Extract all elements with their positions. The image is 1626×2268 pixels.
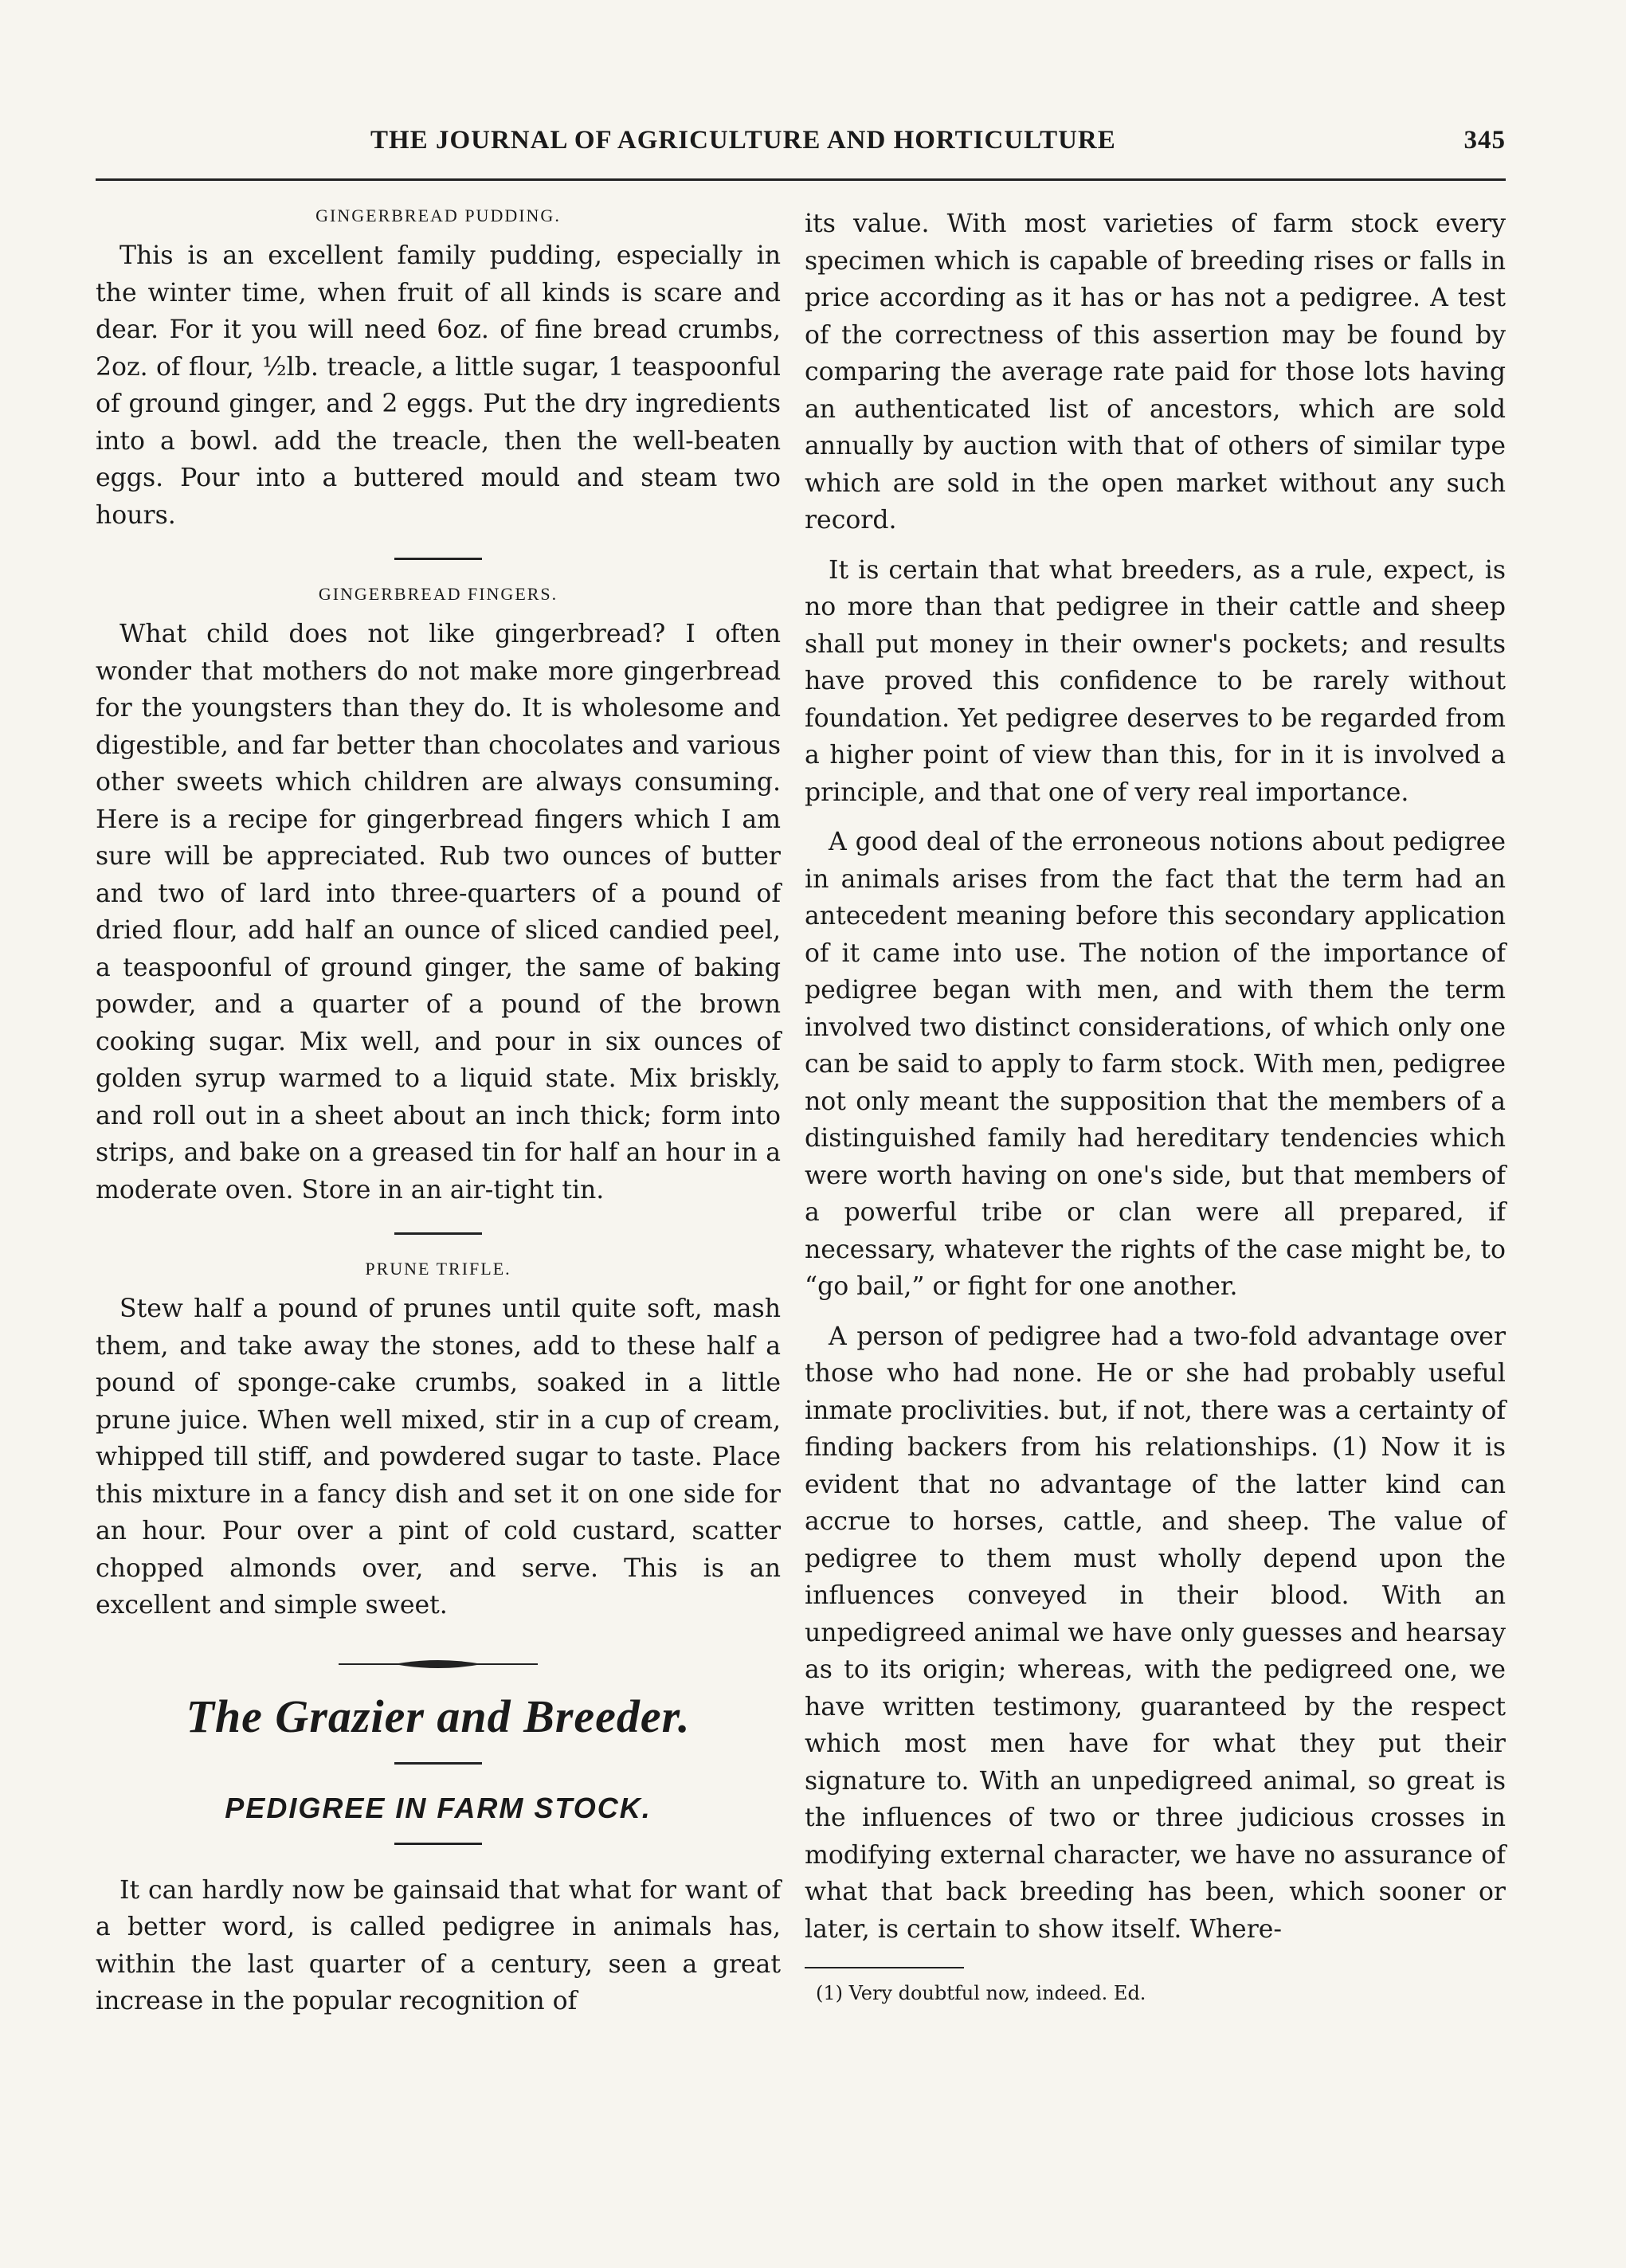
- header-rule: [96, 178, 1506, 181]
- article-paragraph: It is certain that what breeders, as a rule, expect, is no more than that pedigree in their cattle and sheep shall put money in their owner's pockets; and results have proved this confidence to be rarely without foundation. Yet pedigree deserves to be regarded from a higher point of view than this, for in it is involved a principle, and that one of very real importance.: [805, 555, 1506, 807]
- journal-title: THE JOURNAL OF AGRICULTURE AND HORTICULTURE: [370, 126, 1116, 155]
- section-divider: [394, 1843, 482, 1845]
- ornamental-rule-icon: [339, 1658, 538, 1671]
- footnote: (1) Very doubtful now, indeed. Ed.: [816, 1982, 1146, 2004]
- article-paragraph: A person of pedigree had a two-fold advantage over those who had none. He or she had probably useful inmate proclivities. but, if not, there was a certainty of finding backers from his relationships. (1) Now it is evident that no advantage of the latter kind can accrue to horses, cattle, and sheep. The value of pedigree to them must wholly depend upon the influences conveyed in their blood. With an unpedigreed animal we have only guesses and hearsay as to its origin; whereas, with the pedigreed one, we have written testimony, guaranteed by the respect which most men have for what they put their signature to. With an unpedigreed animal, so great is the influences of two or three judicious crosses in modifying external character, we have no assurance of what that back breeding has been, which sooner or later, is certain to show itself. Where-: [805, 1322, 1506, 1944]
- section-divider: [394, 1762, 482, 1765]
- recipe-body: Stew half a pound of prunes until quite soft, mash them, and take away the stones, add to these half a pound of sponge-cake crumbs, soaked in a little prune juice. When well mixed, stir in a cup of cream, whipped till stiff, and powdered sugar to taste. Place this mixture in a fancy dish and set it on one side for an hour. Pour over a pint of cold custard, scatter chopped almonds over, and serve. This is an excellent and simple sweet.: [96, 1295, 781, 1620]
- footnote-rule: [805, 1967, 964, 1968]
- recipe-body: This is an excellent family pudding, especially in the winter time, when fruit of all kinds is scare and dear. For it you will need 6oz. of fine bread crumbs, 2oz. of flour, ½lb. treacle, a little sugar, 1 teaspoonful of ground ginger, and 2 eggs. Put the dry ingredients into a bowl. add the treacle, then the well-beaten eggs. Pour into a buttered mould and steam two hours.: [96, 241, 781, 530]
- recipe-title: GINGERBREAD PUDDING.: [315, 206, 561, 225]
- section-divider: [394, 1232, 482, 1235]
- article-paragraph: It can hardly now be gainsaid that what for want of a better word, is called pedigree in animals has, within the last quarter of a century, seen a great increase in the popular recognition of: [96, 1875, 781, 2015]
- left-column: [96, 206, 781, 2020]
- section-divider: [394, 558, 482, 560]
- running-head: [96, 126, 1506, 174]
- recipe-body: What child does not like gingerbread? I often wonder that mothers do not make more gingerbread for the youngsters than they do. It is wholesome and digestible, and far better than chocolates and various other sweets which children are always consuming. Here is a recipe for gingerbread fingers which I am sure will be appreciated. Rub two ounces of butter and two of lard into three-quarters of a pound of dried flour, add half an ounce of sliced candied peel, a teaspoonful of ground ginger, the same of baking powder, and a quarter of a pound of the brown cooking sugar. Mix well, and pour in six ounces of golden syrup warmed to a liquid state. Mix briskly, and roll out in a sheet about an inch thick; form into strips, and bake on a greased tin for half an hour in a moderate oven. Store in an air-tight tin.: [96, 620, 781, 1205]
- article-paragraph: A good deal of the erroneous notions about pedigree in animals arises from the fact that the term had an antecedent meaning before this secondary application of it came into use. The notion of the importance of pedigree began with men, and with them the term involved two distinct considerations, of which only one can be said to apply to farm stock. With men, pedigree not only meant the supposition that the members of a distinguished family had hereditary tendencies which were worth having on one's side, but that members of a powerful tribe or clan were all prepared, if necessary, whatever the rights of the case might be, to “go bail,” or fight for one another.: [805, 828, 1506, 1301]
- page-number: 345: [1463, 126, 1506, 155]
- article-title: PEDIGREE IN FARM STOCK.: [225, 1791, 652, 1824]
- recipe-title: PRUNE TRIFLE.: [365, 1259, 511, 1279]
- recipe-title: GINGERBREAD FINGERS.: [318, 584, 558, 604]
- section-heading: The Grazier and Breeder.: [186, 1690, 691, 1742]
- right-column: [805, 206, 1506, 2005]
- article-paragraph: its value. With most varieties of farm stock every specimen which is capable of breeding rises or falls in price according as it has or has not a pedigree. A test of the correctness of this assertion may be found by comparing the average rate paid for those lots having an authenticated list of ancestors, which are sold annually by auction with that of others of similar type which are sold in the open market without any such record.: [805, 210, 1506, 535]
